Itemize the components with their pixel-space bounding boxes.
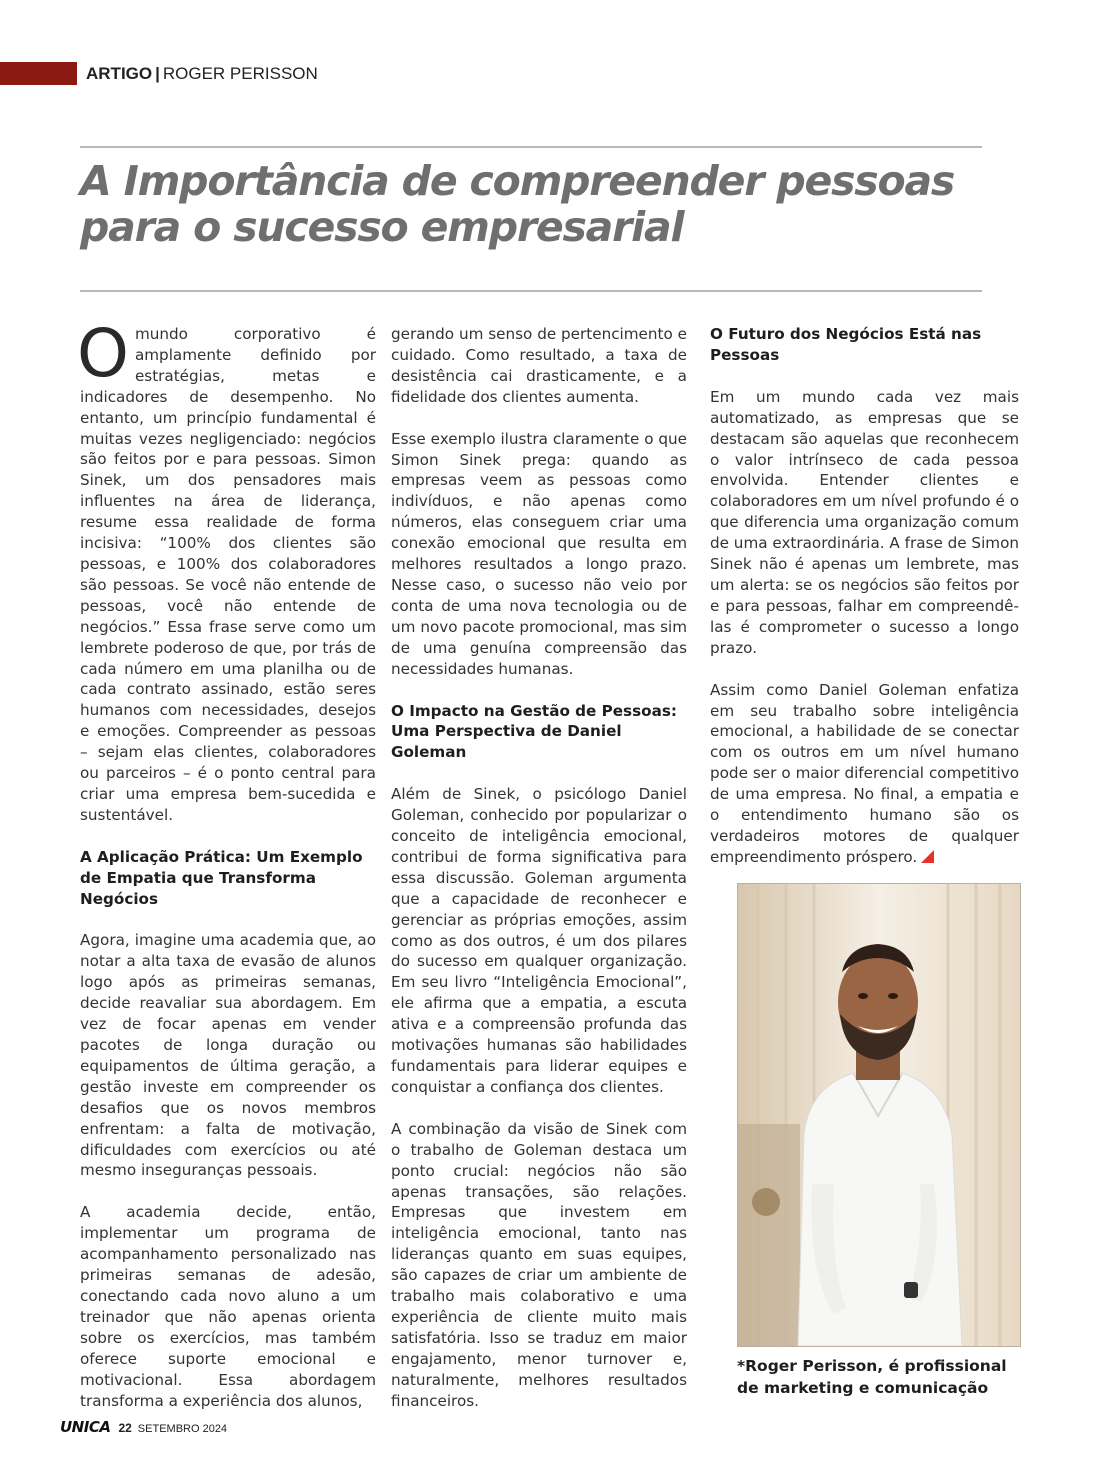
header-separator: | [155, 64, 160, 83]
intro-paragraph [77, 315, 376, 826]
header-accent-bar [0, 62, 77, 85]
author-photo [737, 883, 1021, 1347]
section-label: ARTIGO [86, 64, 153, 83]
paragraph-combinacao: A combinação da visão de Sinek com o trabalho de Goleman destaca um ponto crucial: negócios não são apenas transações, são relações. Empresas que investem em inteligência emocional, tanto nas lideranças quanto em suas equipes, são capazes de criar um ambiente de trabalho mais colaborativo e uma experiência de cliente muito mais satisfatória. Isso se traduz em maior engajamento, menor turnover e, naturalmente, melhores resultados financeiros. [391, 1119, 687, 1410]
drop-cap: O [77, 315, 129, 392]
column-2 [391, 324, 687, 1433]
paragraph-academia: Agora, imagine uma academia que, ao notar a alta taxa de evasão de alunos logo após as primeiras semanas, decide reavaliar sua abordagem. Em vez de focar apenas em vender pacotes de longa duração ou equipamentos de última geração, a gestão investe em compreender os desafios que os novos membros enfrentam: a falta de motivação, dificuldades com exercícios ou até mesmo inseguranças pessoais. [80, 931, 376, 1180]
paragraph-programa: A academia decide, então, implementar um programa de acompanhamento personalizado nas primeiras semanas de adesão, conectando cada novo aluno a um treinador que não apenas orienta sobre os exercícios, mas também oferece suporte emocional e motivacional. Essa abordagem transforma a experiência dos alunos, [80, 1203, 376, 1410]
paragraph-goleman: Além de Sinek, o psicólogo Daniel Goleman, conhecido por popularizar o conceito de inteligência emocional, contribui de forma significativa para essa discussão. Goleman argumenta que a capacidade de reconhecer e gerenciar as próprias emoções, assim como as dos outros, é um dos pilares do sucesso em qualquer organização. Em seu livro “Inteligência Emocional”, ele afirma que a empatia, a escuta ativa e a compreensão profunda das motivações humanas são habilidades fundamentais para liderar equipes e conquistar a confiança dos clientes. [391, 785, 687, 1096]
article-header [86, 63, 318, 85]
page-number: 22 [118, 1421, 132, 1435]
title-top-rule [80, 146, 982, 148]
paragraph-conclusao [710, 680, 1019, 868]
paragraph-automatizado: Em um mundo cada vez mais automatizado, as empresas que se destacam são aquelas que reconhecem o valor intrínseco de cada pessoa envolvida. Entender clientes e colaboradores em um nível profundo é o que diferencia uma organização comum de uma extraordinária. A frase de Simon Sinek não é apenas um lembrete, mas um alerta: se os negócios são feitos por e para pessoas, falhar em compreendê-las é comprometer o sucesso a longo prazo. [710, 387, 1020, 657]
intro-text: mundo corporativo é amplamente definido por estratégias, metas e indicadores de desempenho. No entanto, um princípio fundamental é muitas vezes negligenciado: negócios são feitos por e para pessoas. Simon Sinek, um dos pensadores mais influentes na área de liderança, resume essa realidade de forma incisiva: “100% dos clientes são pessoas, e 100% dos colaboradores são pessoas. Se você não entende de pessoas, você não entende de negócios.” Essa frase serve como um lembrete poderoso de que, por trás de cada número em uma planilha ou de cada contrato assinado, estão seres humanos com necessidades, desejos e emoções. Compreender as pessoas – sejam elas clientes, colaboradores ou parceiros – é o ponto central para criar uma empresa bem-sucedida e sustentável. [80, 325, 376, 824]
author-label: ROGER PERISSON [162, 64, 318, 83]
conclusion-text: Assim como Daniel Goleman enfatiza em seu trabalho sobre inteligência emocional, a habilidade de se conectar com os outros em um nível humano pode ser o maior diferencial competitivo de uma empresa. No final, a empatia e o entendimento humano são os verdadeiros motores de qualquer empreendimento próspero. [710, 680, 1019, 866]
heading-aplicacao-pratica: A Aplicação Prática: Um Exemplo de Empatia que Transforma Negócios [80, 847, 363, 908]
end-mark-icon [921, 850, 934, 863]
title-bottom-rule [80, 290, 982, 292]
magazine-logo: UNICA [60, 1418, 111, 1436]
article-title: A Importância de compreender pessoas para o sucesso empresarial [80, 157, 955, 251]
issue-date: SETEMBRO 2024 [137, 1423, 228, 1435]
heading-futuro-negocios: O Futuro dos Negócios Está nas Pessoas [710, 325, 982, 364]
paragraph-exemplo: Esse exemplo ilustra claramente o que Simon Sinek prega: quando as empresas veem as pessoas como indivíduos, e não apenas como números, elas conseguem criar uma conexão emocional que resulta em melhores resultados a longo prazo. Nesse caso, o sucesso não veio por conta de uma nova tecnologia ou de um novo pacote promocional, mas sim de uma genuína compreensão das necessidades humanas. [391, 429, 687, 678]
heading-impacto-gestao: O Impacto na Gestão de Pessoas: Uma Perspectiva de Daniel Goleman [391, 701, 677, 762]
author-portrait-illustration [738, 884, 1020, 1346]
page-footer [60, 1418, 227, 1436]
paragraph-pertencimento: gerando um senso de pertencimento e cuidado. Como resultado, a taxa de desistência cai drasticamente, e a fidelidade dos clientes aumenta. [391, 325, 687, 406]
author-caption: *Roger Perisson, é profissional de marketing e comunicação [737, 1357, 1007, 1397]
column-3 [710, 324, 1019, 889]
